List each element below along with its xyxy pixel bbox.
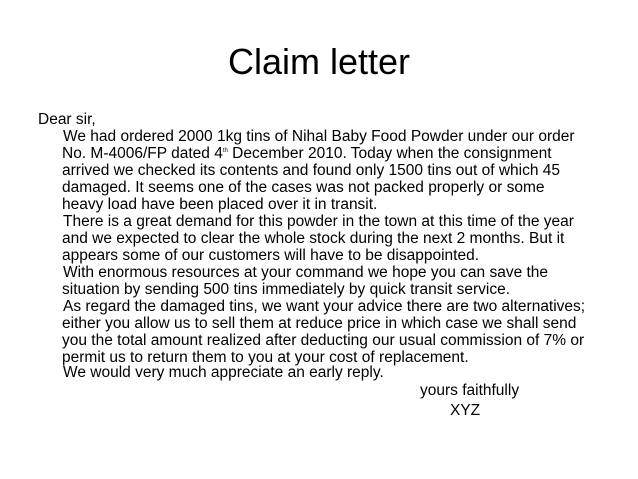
paragraph-line: heavy load have been placed over it in transit. [62,196,378,213]
paragraph-line: As regard the damaged tins, we want your advice there are two alternatives; [63,298,586,315]
salutation: Dear sir, [38,111,96,128]
paragraph-request [60,264,625,298]
paragraph-line: We would very much appreciate an early reply. [63,364,384,381]
paragraph-line: and we expected to clear the whole stock during the next 2 months. But it [62,230,565,247]
paragraph-line: situation by sending 500 tins immediately by quick transit service. [62,281,510,298]
closing: yours faithfully [420,382,520,399]
paragraph-line: arrived we checked its contents and found only 1500 tins out of which 45 [62,162,561,179]
order-reference-text: No. M-4006/FP dated 4 [62,145,223,162]
paragraph-line: you the total amount realized after deducting our usual commission of 7% or [62,332,585,349]
date-ordinal-suffix: th [222,148,228,154]
paragraph-line: damaged. It seems one of the cases was not packed properly or some [62,179,545,196]
paragraph-reply [60,364,625,381]
paragraph-demand [60,213,625,264]
signature-name: XYZ [450,402,481,419]
paragraph-line: With enormous resources at your command we hope you can save the [63,264,549,281]
paragraph-order-details [60,128,625,213]
order-date-text: December 2010. Today when the consignment [227,145,552,162]
paragraph-damaged-tins [60,298,625,366]
letter-title: Claim letter [227,41,411,82]
paragraph-line [60,145,625,162]
paragraph-line: We had ordered 2000 1kg tins of Nihal Baby Food Powder under our order [63,128,575,145]
paragraph-line: appears some of our customers will have to be disappointed. [62,247,480,264]
paragraph-line: There is a great demand for this powder in the town at this time of the year [63,213,574,230]
paragraph-line: permit us to return them to you at your cost of replacement. [62,349,469,366]
paragraph-line: either you allow us to sell them at reduce price in which case we shall send [62,315,577,332]
